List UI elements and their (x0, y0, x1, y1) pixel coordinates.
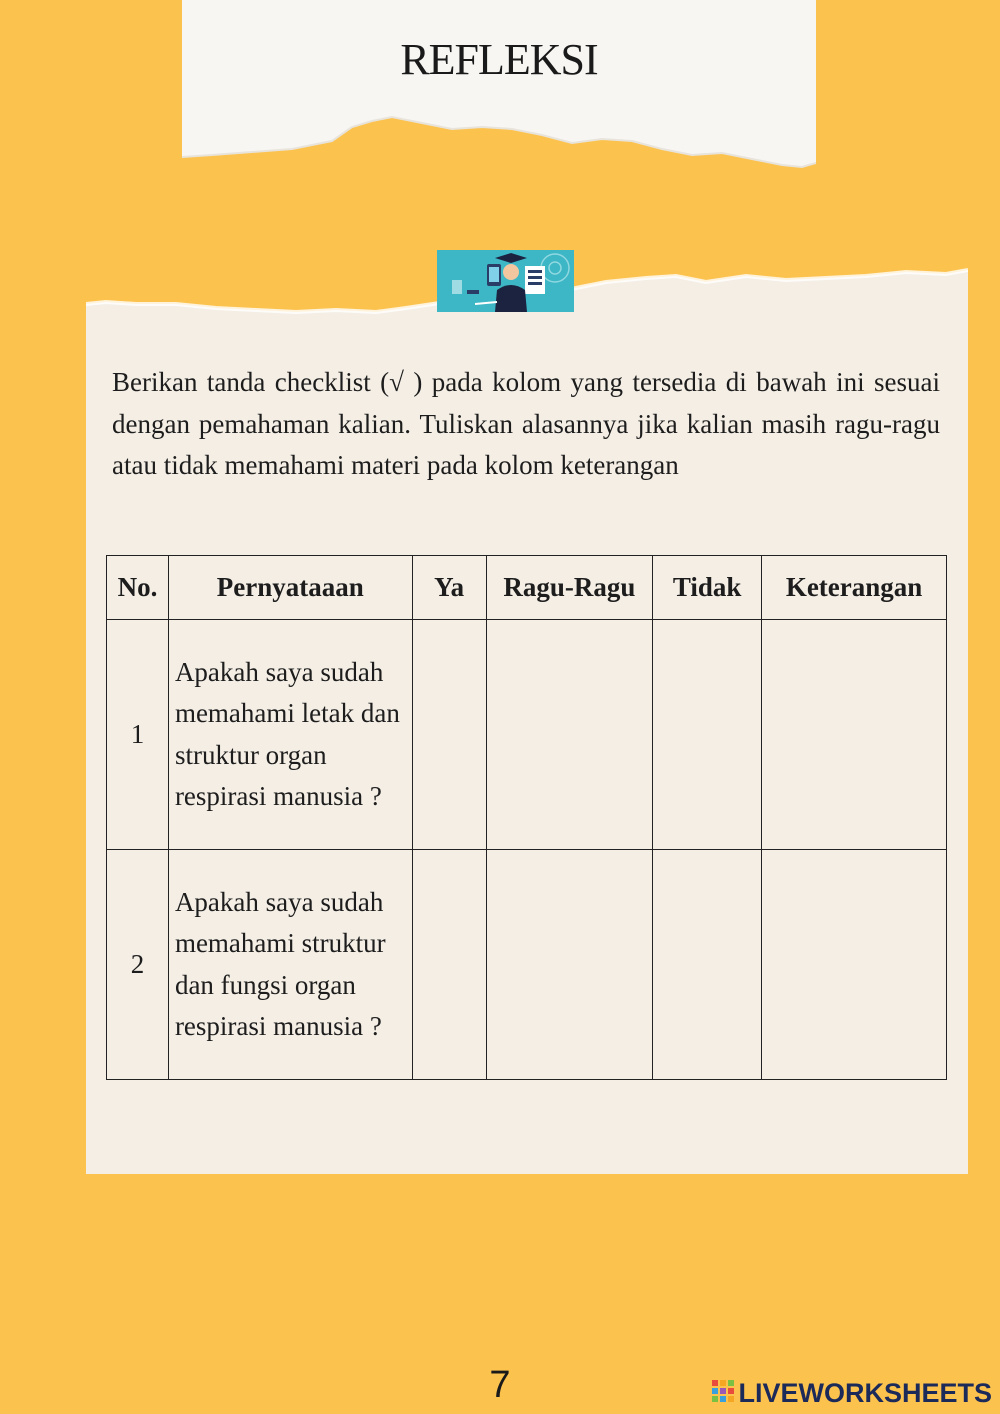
torn-edge-bottom (182, 105, 816, 175)
brand-name: LIVEWORKSHEETS (738, 1378, 992, 1408)
tidak-checkbox-cell[interactable] (653, 620, 762, 850)
instruction-text: Berikan tanda checklist (√ ) pada kolom yang tersedia di bawah ini sesuai dengan pemahaman kalian. Tuliskan alasannya jika kalian masih ragu-ragu atau tidak memahami materi pada kolom keterangan (112, 367, 940, 480)
header-no: No. (107, 556, 169, 620)
reflection-table (106, 555, 947, 1080)
ya-checkbox-cell[interactable] (412, 850, 486, 1080)
header-keterangan: Keterangan (762, 556, 947, 620)
table-row (107, 850, 947, 1080)
ragu-ragu-checkbox-cell[interactable] (486, 850, 653, 1080)
row-statement: Apakah saya sudah memahami letak dan struktur organ respirasi manusia ? (168, 620, 412, 850)
header-ya: Ya (412, 556, 486, 620)
page-title: REFLEKSI (400, 35, 598, 84)
table-header-row (107, 556, 947, 620)
header-tidak: Tidak (653, 556, 762, 620)
row-number: 1 (107, 620, 169, 850)
row-statement: Apakah saya sudah memahami struktur dan fungsi organ respirasi manusia ? (168, 850, 412, 1080)
row-number: 2 (107, 850, 169, 1080)
tidak-checkbox-cell[interactable] (653, 850, 762, 1080)
ragu-ragu-checkbox-cell[interactable] (486, 620, 653, 850)
title-paper (182, 0, 816, 175)
keterangan-input-cell[interactable] (762, 620, 947, 850)
table-row (107, 620, 947, 850)
page-number: 7 (489, 1364, 511, 1406)
liveworksheets-logo-icon (712, 1380, 734, 1407)
header-statement: Pernyataaan (168, 556, 412, 620)
graduate-illustration (437, 250, 574, 312)
keterangan-input-cell[interactable] (762, 850, 947, 1080)
header-ragu-ragu: Ragu-Ragu (486, 556, 653, 620)
brand[interactable] (712, 1378, 992, 1409)
ya-checkbox-cell[interactable] (412, 620, 486, 850)
